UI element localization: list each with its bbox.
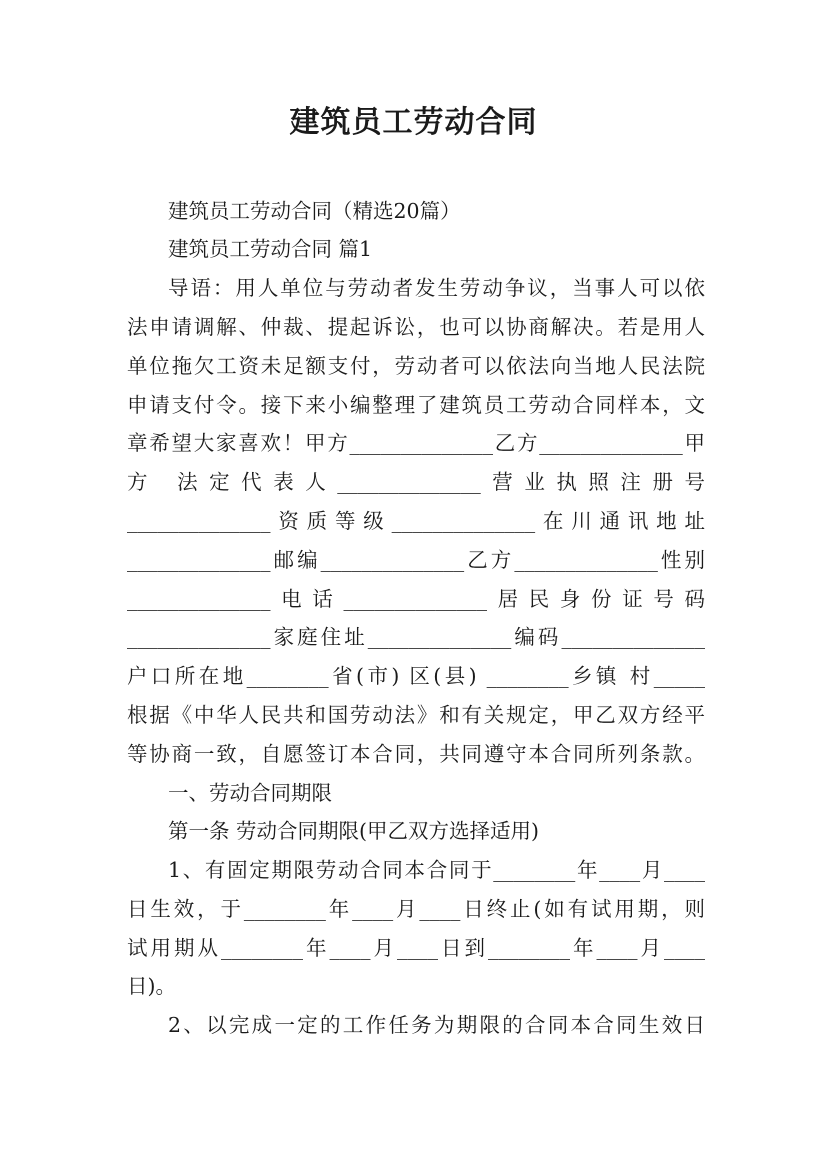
paragraph-line: 法申请调解、仲裁、提起诉讼，也可以协商解决。若是用人: [127, 315, 705, 339]
paragraph-line: 等协商一致，自愿签订本合同，共同遵守本合同所列条款。: [127, 742, 705, 766]
document-title: 建筑员工劳动合同: [289, 105, 538, 140]
paragraph-line: 章希望大家喜欢！甲方______________乙方______________甲: [127, 431, 705, 455]
paragraph-line: ______________家庭住址______________编码______________: [127, 625, 705, 649]
paragraph-line: 户口所在地________省(市) 区(县) ________乡镇 村_____: [127, 664, 705, 688]
paragraph-line: 2、以完成一定的工作任务为期限的合同本合同生效日: [168, 1013, 705, 1037]
paragraph-line: ______________资质等级______________在川通讯地址: [127, 509, 705, 533]
subtitle-line: 建筑员工劳动合同（精选20篇）: [168, 199, 461, 223]
paragraph-line: ______________电话______________居民身份证号码: [127, 587, 705, 611]
paragraph-line: ______________邮编______________乙方______________性别: [127, 548, 705, 572]
section-heading: 一、劳动合同期限: [168, 781, 332, 805]
paragraph-line: 试用期从________年____月____日到________年____月____: [127, 936, 705, 960]
paragraph-line: 申请支付令。接下来小编整理了建筑员工劳动合同样本，文: [127, 393, 705, 417]
paragraph-line: 导语：用人单位与劳动者发生劳动争议，当事人可以依: [168, 276, 705, 300]
paragraph-line: 单位拖欠工资未足额支付，劳动者可以依法向当地人民法院: [127, 354, 705, 378]
paragraph-line: 日)。: [127, 974, 176, 998]
paragraph-line: 1、有固定期限劳动合同本合同于________年____月____: [168, 858, 705, 882]
paragraph-line: 方 法定代表人______________营业执照注册号: [127, 470, 705, 494]
paragraph-line: 根据《中华人民共和国劳动法》和有关规定，甲乙双方经平: [127, 703, 705, 727]
paragraph-line: 日生效，于________年____月____日终止(如有试用期，则: [127, 897, 705, 921]
article-heading: 第一条 劳动合同期限(甲乙双方选择适用): [168, 819, 540, 843]
section-heading: 建筑员工劳动合同 篇1: [168, 237, 373, 261]
